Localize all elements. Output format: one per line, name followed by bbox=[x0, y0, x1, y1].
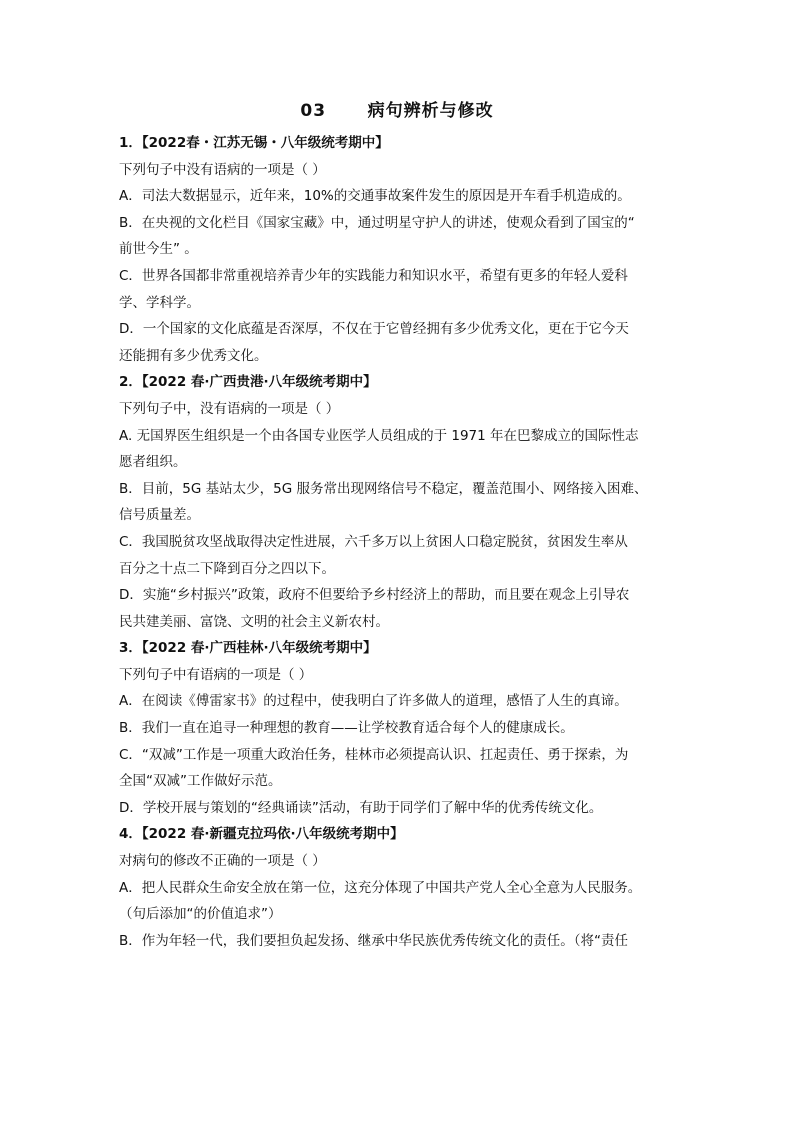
question-stem: 下列句子中，没有语病的一项是（ ） bbox=[119, 400, 340, 417]
option-line: B．我们一直在追寻一种理想的教育——让学校教育适合每个人的健康成长。 bbox=[119, 720, 574, 737]
option-line: C．世界各国都非常重视培养青少年的实践能力和知识水平，希望有更多的年轻人爱科 bbox=[119, 267, 628, 284]
question-4 bbox=[119, 821, 679, 954]
question-3 bbox=[119, 635, 679, 821]
page-title: 03 病句辨析与修改 bbox=[300, 101, 494, 121]
option-line: D．实施“乡村振兴”政策，政府不但要给予乡村经济上的帮助，而且要在观念上引导农 bbox=[119, 587, 630, 604]
option-line: 民共建美丽、富饶、文明的社会主义新农村。 bbox=[119, 613, 389, 630]
option-line: D．一个国家的文化底蕴是否深厚，不仅在于它曾经拥有多少优秀文化，更在于它今天 bbox=[119, 321, 629, 338]
question-header: 3．【2022 春·广西桂林·八年级统考期中】 bbox=[119, 640, 377, 657]
question-1 bbox=[119, 130, 679, 369]
question-stem: 下列句子中没有语病的一项是（ ） bbox=[119, 161, 326, 178]
option-line: 前世今生” 。 bbox=[119, 241, 198, 258]
option-line: B．目前，5G 基站太少，5G 服务常出现网络信号不稳定，覆盖范围小、网络接入困难、 bbox=[119, 480, 648, 497]
question-header: 1．【2022春・江苏无锡・八年级统考期中】 bbox=[119, 135, 389, 151]
option-line: 百分之十点二下降到百分之四以下。 bbox=[119, 560, 335, 577]
question-2 bbox=[119, 369, 679, 635]
option-line: A．在阅读《傅雷家书》的过程中，使我明白了许多做人的道理，感悟了人生的真谛。 bbox=[119, 693, 628, 710]
question-stem: 对病句的修改不正确的一项是（ ） bbox=[119, 853, 326, 870]
question-header: 2．【2022 春·广西贵港·八年级统考期中】 bbox=[119, 374, 377, 391]
question-list bbox=[119, 130, 679, 954]
question-stem: 下列句子中有语病的一项是（ ） bbox=[119, 666, 313, 683]
option-line: 还能拥有多少优秀文化。 bbox=[119, 347, 268, 364]
option-line: B．作为年轻一代，我们要担负起发扬、继承中华民族优秀传统文化的责任。（将“责任 bbox=[119, 932, 629, 949]
option-line: A. 无国界医生组织是一个由各国专业医学人员组成的于 1971 年在巴黎成立的国际性志 bbox=[119, 427, 639, 444]
option-line: D．学校开展与策划的“经典诵读”活动，有助于同学们了解中华的优秀传统文化。 bbox=[119, 799, 603, 816]
option-line: （句后添加“的价值追求”） bbox=[119, 906, 282, 923]
option-line: 全国“双减”工作做好示范。 bbox=[119, 773, 282, 790]
option-line: C．“双减”工作是一项重大政治任务，桂林市必须提高认识、扛起责任、勇于探索，为 bbox=[119, 746, 629, 763]
option-line: B．在央视的文化栏目《国家宝藏》中，通过明星守护人的讲述，使观众看到了国宝的“ bbox=[119, 214, 635, 231]
option-line: 愿者组织。 bbox=[119, 454, 187, 471]
option-line: A．司法大数据显示，近年来，10%的交通事故案件发生的原因是开车看手机造成的。 bbox=[119, 188, 631, 205]
question-header: 4．【2022 春·新疆克拉玛依·八年级统考期中】 bbox=[119, 826, 404, 843]
option-line: 学、学科学。 bbox=[119, 294, 200, 311]
option-line: C．我国脱贫攻坚战取得决定性进展，六千多万以上贫困人口稳定脱贫，贫困发生率从 bbox=[119, 533, 628, 550]
option-line: A．把人民群众生命安全放在第一位，这充分体现了中国共产党人全心全意为人民服务。 bbox=[119, 879, 642, 896]
option-line: 信号质量差。 bbox=[119, 507, 200, 524]
